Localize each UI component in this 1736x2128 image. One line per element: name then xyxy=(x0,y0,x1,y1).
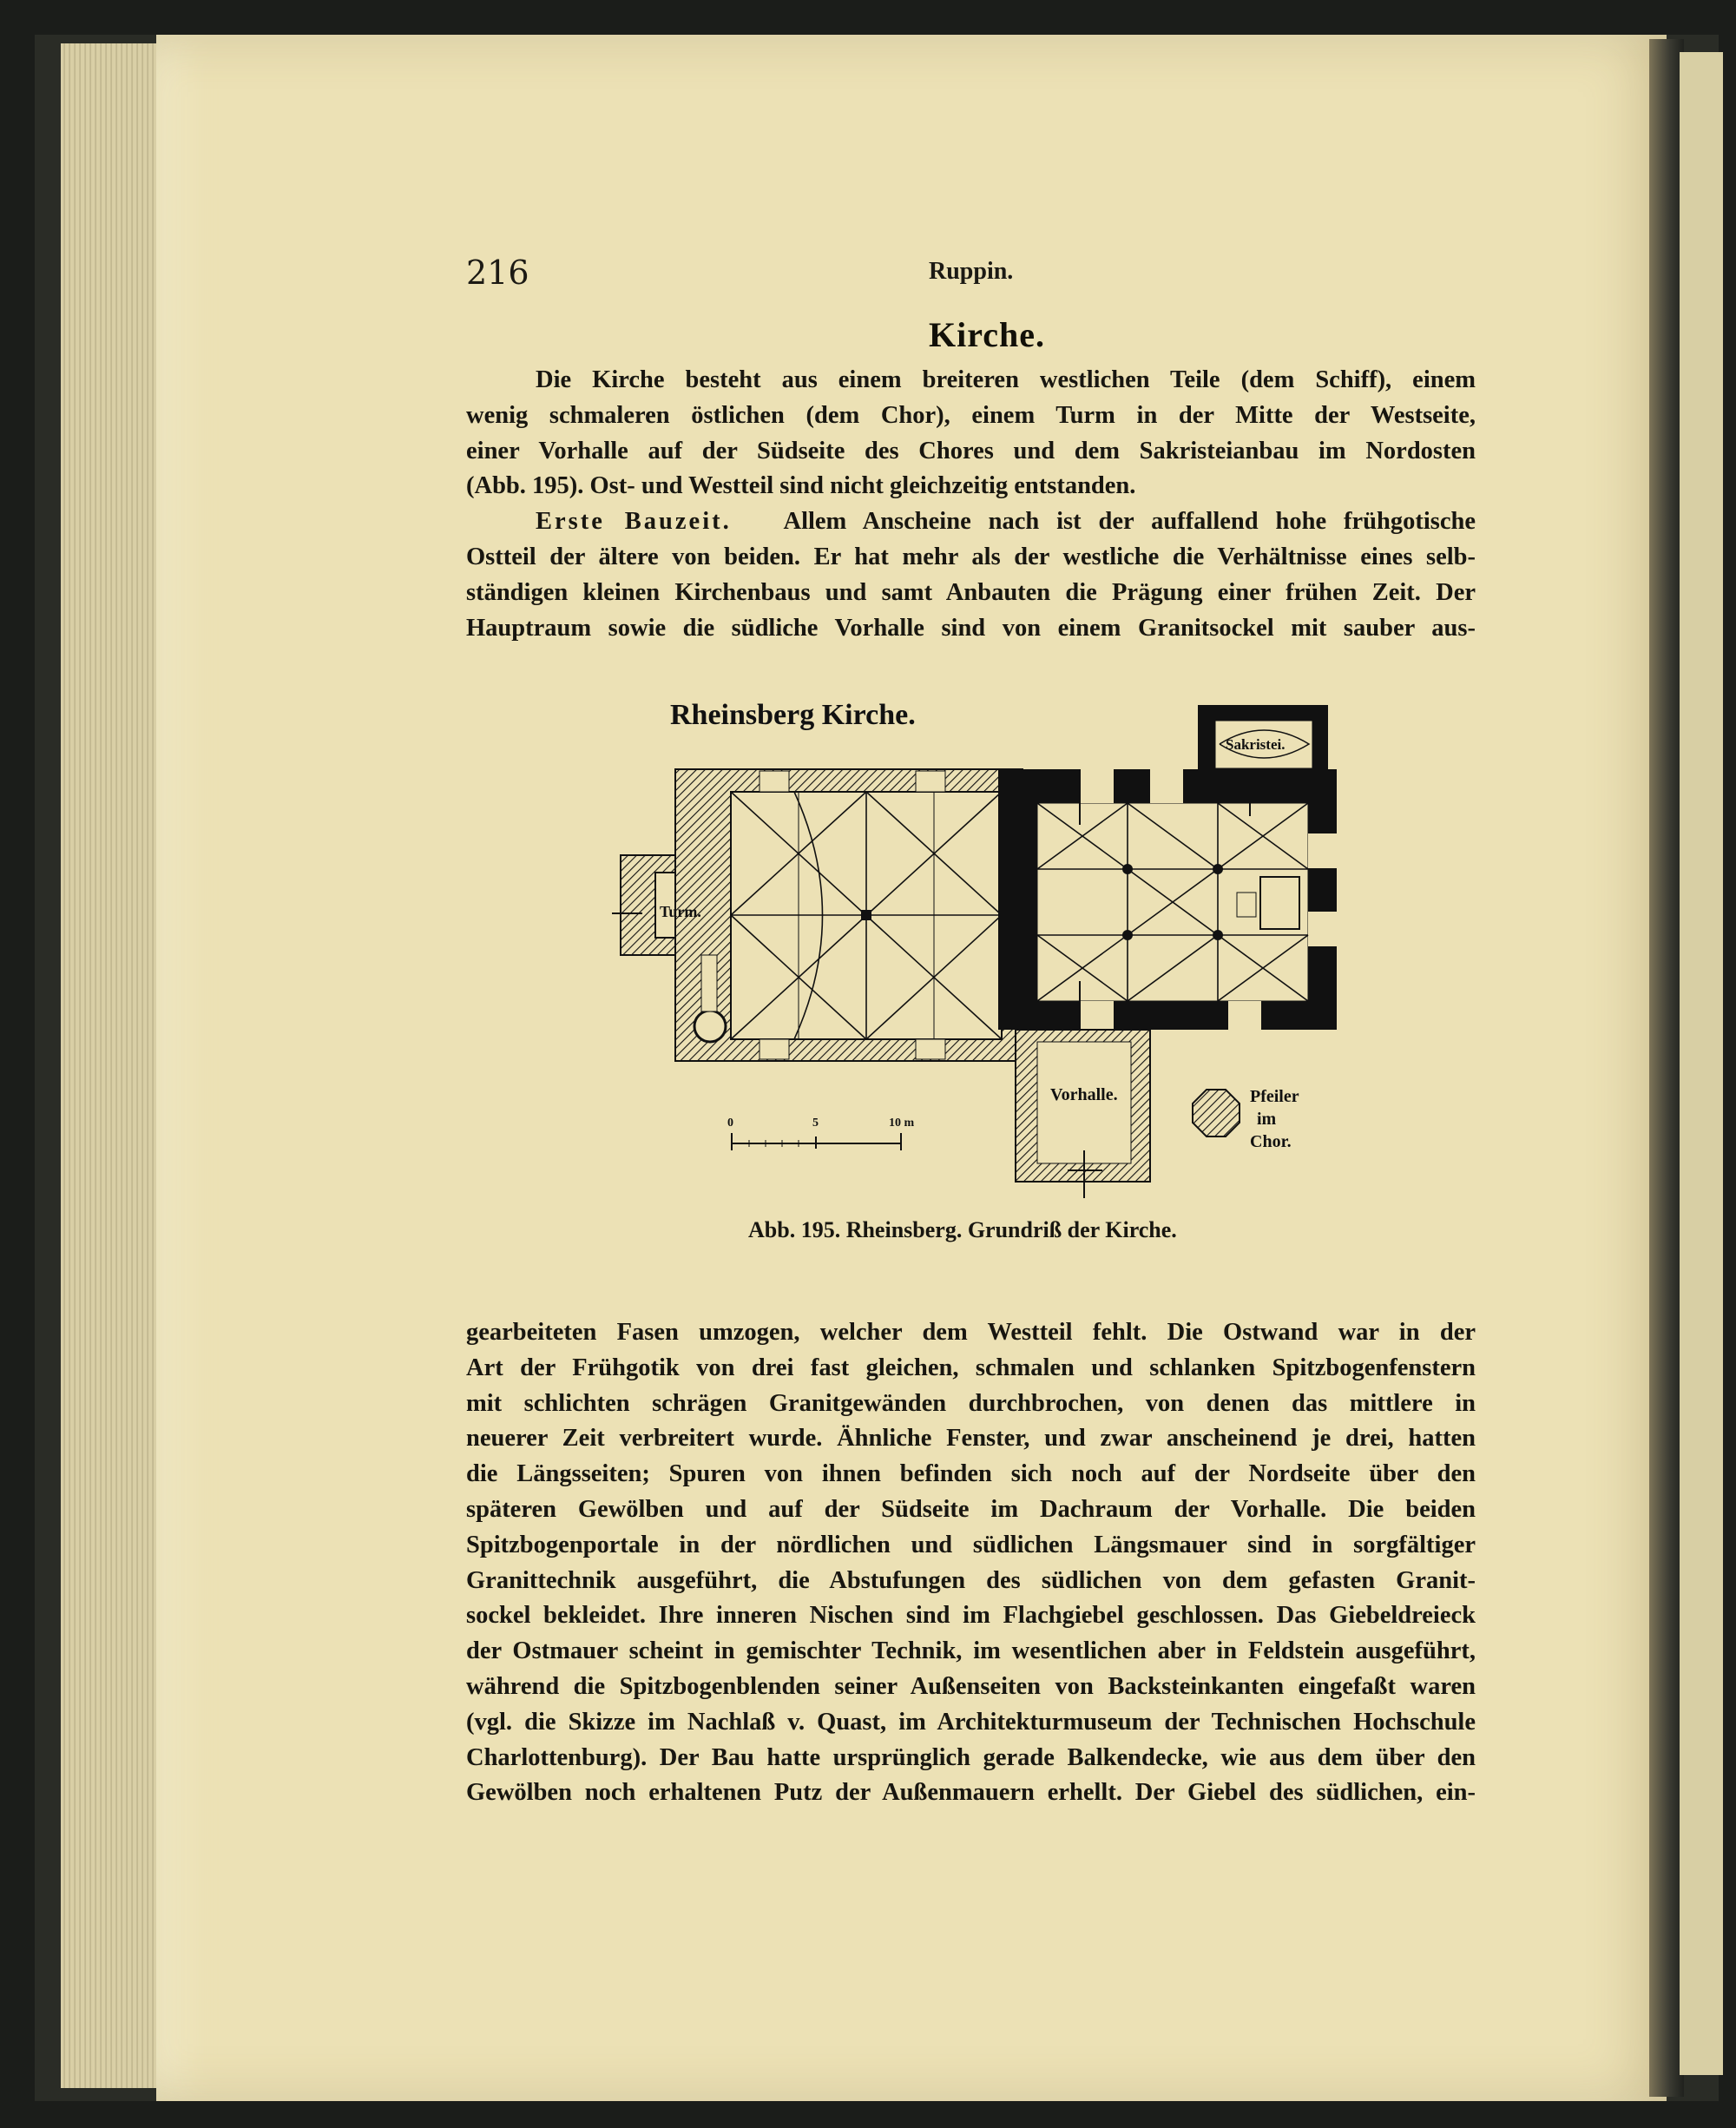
floor-plan-figure xyxy=(608,695,1371,1216)
pillar-octagon xyxy=(1193,1090,1240,1136)
text-line: Hauptraum sowie die südliche Vorhalle sind von einem Granitsockel mit sauber aus- xyxy=(466,614,1476,642)
text-block-bottom xyxy=(466,1315,1476,1811)
pillar-label xyxy=(1250,1085,1299,1153)
sacristy-label: Sakristei. xyxy=(1226,736,1286,753)
text-line: einer Vorhalle auf der Südseite des Chores und dem Sakristeianbau im Nordosten xyxy=(466,437,1476,464)
scale-mark: 5 xyxy=(812,1117,819,1130)
text-line: Charlottenburg). Der Bau hatte ursprünglich gerade Balkendecke, wie aus dem über den xyxy=(466,1743,1476,1771)
section-title: Kirche. xyxy=(929,315,1046,354)
pillar-label-line: Chor. xyxy=(1250,1132,1292,1151)
text-line: Die Kirche besteht aus einem breiteren westlichen Teile (dem Schiff), einem xyxy=(536,366,1476,393)
spaced-heading: Erste Bauzeit. xyxy=(536,508,732,536)
text-line: Spitzbogenportale in der nördlichen und südlichen Längsmauer sind in sorgfältiger xyxy=(466,1531,1476,1558)
text-line: während die Spitzbogenblenden seiner Außenseiten von Backsteinkanten eingefaßt waren xyxy=(466,1672,1476,1700)
text-line: mit schlichten schrägen Granitgewänden durchbrochen, von denen das mittlere in xyxy=(466,1389,1476,1417)
figure-caption: Abb. 195. Rheinsberg. Grundriß der Kirche. xyxy=(748,1217,1177,1242)
text-line: sockel bekleidet. Ihre inneren Nischen sind im Flachgiebel geschlossen. Das Giebeldreieck xyxy=(466,1602,1476,1630)
text-line: wenig schmaleren östlichen (dem Chor), einem Turm in der Mitte der Westseite, xyxy=(466,401,1476,429)
scale-mark: 10 m xyxy=(889,1117,915,1130)
pillar-label-line: im xyxy=(1257,1110,1277,1129)
text-line: ständigen kleinen Kirchenbaus und samt Anbauten die Prägung einer frühen Zeit. Der xyxy=(466,578,1476,606)
facing-page-edge xyxy=(1680,52,1723,2075)
text-line: späteren Gewölben und auf der Südseite im Dachraum der Vorhalle. Die beiden xyxy=(466,1495,1476,1523)
scale-mark: 0 xyxy=(727,1117,733,1130)
running-head: Ruppin. xyxy=(929,258,1014,285)
text-line: gearbeiteten Fasen umzogen, welcher dem Westteil fehlt. Die Ostwand war in der xyxy=(466,1319,1476,1346)
text-fragment: Allem Anscheine nach ist der auffallend hohe frühgotische xyxy=(783,508,1476,536)
page-number: 216 xyxy=(466,254,529,292)
text-line: Granittechnik ausgeführt, die Abstufungen des südlichen von dem gefasten Granit- xyxy=(466,1566,1476,1594)
text-line: (Abb. 195). Ost- und Westteil sind nicht gleichzeitig entstanden. xyxy=(466,472,1136,500)
text-block-top xyxy=(466,363,1476,646)
text-line: der Ostmauer scheint in gemischter Technik, im wesentlichen aber in Feldstein ausgeführt, xyxy=(466,1637,1476,1665)
text-line: neuerer Zeit verbreitert wurde. Ähnliche Fenster, und zwar anscheinend je drei, hatten xyxy=(466,1425,1476,1453)
text-line: Gewölben noch erhaltenen Putz der Außenmauern erhellt. Der Giebel des südlichen, ein- xyxy=(466,1779,1476,1807)
tower-label: Turm. xyxy=(660,903,701,920)
porch-label: Vorhalle. xyxy=(1050,1085,1118,1104)
figure-title: Rheinsberg Kirche. xyxy=(670,699,916,731)
text-line: (vgl. die Skizze im Nachlaß v. Quast, im Architekturmuseum der Technischen Hochschule xyxy=(466,1708,1476,1736)
text-line-with-heading xyxy=(466,504,1476,540)
pillar-label-line: Pfeiler xyxy=(1250,1087,1299,1106)
book-gutter xyxy=(1649,39,1684,2097)
text-line: Ostteil der ältere von beiden. Er hat mehr als der westliche die Verhältnisse eines selb- xyxy=(466,543,1476,570)
text-line: Art der Frühgotik von drei fast gleichen, schmalen und schlanken Spitzbogenfenstern xyxy=(466,1354,1476,1381)
text-line: die Längsseiten; Spuren von ihnen befinden sich noch auf der Nordseite über den xyxy=(466,1460,1476,1488)
